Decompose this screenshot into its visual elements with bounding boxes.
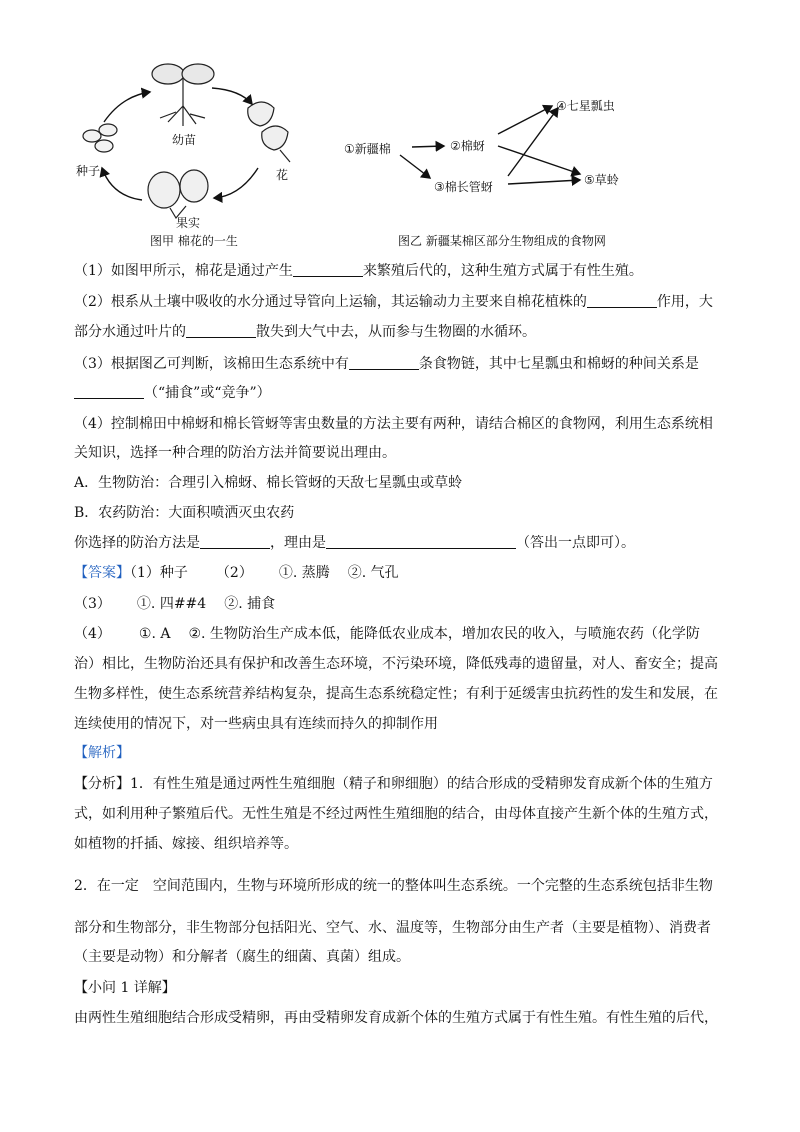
arrow-3-to-4: [508, 108, 558, 176]
question-4-line2: 关知识，选择一种合理的防治方法并简要说出理由。: [74, 445, 396, 461]
arrow-1-to-3: [400, 155, 430, 178]
blank-q2a: [587, 293, 657, 308]
label-fruit: 果实: [176, 216, 201, 230]
node-long-tube-aphid: ③棉长管蚜: [434, 180, 493, 194]
choice-line: 你选择的防治方法是 ，理由是 （答出一点即可）。: [74, 535, 635, 551]
answer-line3: （4） ①. A ②. 生物防治生产成本低，能降低农业成本，增加农民的收入，与喷施农药（化学防: [74, 626, 700, 642]
label-flower: 花: [276, 168, 289, 182]
question-2-line1: （2）根系从土壤中吸收的水分通过导管向上运输，其运输动力主要来自棉花植株的 作用，大: [74, 294, 713, 310]
arrow-seed-to-seedling: [104, 92, 150, 122]
question-2-line2: 部分水通过叶片的 散失到大气中去，从而参与生物圈的水循环。: [74, 324, 536, 340]
arrow-1-to-2: [412, 146, 444, 147]
blank-q1: [293, 262, 363, 277]
analysis-p6: （主要是动物）和分解者（腐生的细菌、真菌）组成。: [74, 949, 410, 965]
analysis-p1: 【分析】1．有性生殖是通过两性生殖细胞（精子和卵细胞）的结合形成的受精卵发育成新个体的生殖方: [74, 776, 713, 792]
label-seedling: 幼苗: [172, 133, 197, 147]
question-4-line1: （4）控制棉田中棉蚜和棉长管蚜等害虫数量的方法主要有两种，请结合棉区的食物网，利用生态系统相: [74, 416, 713, 432]
answer-line2: （3） ①. 四##4 ②. 捕食: [74, 596, 276, 612]
seedling-drawing: [152, 64, 214, 126]
question-3-line2: （“捕食”或“竞争”）: [74, 383, 271, 403]
blank-reason: [326, 534, 516, 549]
analysis-p5: 部分和生物部分，非生物部分包括阳光、空气、水、温度等，生物部分由生产者（主要是植物）、消费者: [74, 920, 711, 936]
figure-b-caption: 图乙 新疆某棉区部分生物组成的食物网: [398, 234, 606, 248]
node-ladybug: ④七星瓢虫: [556, 99, 615, 113]
answer-tag: 【答案】: [74, 565, 130, 581]
analysis-p3: 如植物的扦插、嫁接、组织培养等。: [74, 836, 298, 852]
option-b: B．农药防治：大面积喷洒灭虫农药: [74, 505, 295, 521]
analysis-p7: 由两性生殖细胞结合形成受精卵，再由受精卵发育成新个体的生殖方式属于有性生殖。有性生殖的后代，: [74, 1010, 718, 1026]
question-1: （1）如图甲所示，棉花是通过产生 来繁殖后代的，这种生殖方式属于有性生殖。: [74, 263, 643, 279]
arrow-2-to-5: [498, 146, 580, 174]
answer-line4: 治）相比，生物防治还具有保护和改善生态环境，不污染环境，降低残毒的遗留量，对人、畜安全；提高: [74, 656, 718, 672]
figure-area: [0, 0, 800, 255]
node-cotton-aphid: ②棉蚜: [450, 139, 485, 153]
answer-line6: 连续使用的情况下，对一些病虫具有连续而持久的抑制作用: [74, 716, 438, 732]
answer-line1: 【答案】（1）种子 （2） ①. 蒸腾 ②. 气孔: [74, 565, 399, 581]
option-a: A．生物防治：合理引入棉蚜、棉长管蚜的天敌七星瓢虫或草蛉: [74, 475, 463, 491]
label-seed: 种子: [76, 164, 101, 178]
analysis-p2: 式，如利用种子繁殖后代。无性生殖是不经过两性生殖细胞的结合，由母体直接产生新个体的生殖方式，: [74, 806, 718, 822]
analysis-p4: 2．在一定 空间范围内，生物与环境所形成的统一的整体叫生态系统。一个完整的生态系统包括非生物: [74, 878, 713, 894]
question-3-line1: （3）根据图乙可判断，该棉田生态系统中有 条食物链，其中七星瓢虫和棉蚜的种间关系是: [74, 356, 699, 372]
sub-question-1-heading: 【小问 1 详解】: [74, 980, 176, 996]
analysis-tag: 【解析】: [74, 745, 130, 761]
flower-drawing: [248, 102, 290, 162]
arrow-3-to-5: [508, 180, 580, 184]
blank-q3b: [74, 384, 144, 399]
answer-line5: 生物多样性，使生态系统营养结构复杂，提高生态系统稳定性；有利于延缓害虫抗药性的发生和发展，在: [74, 686, 718, 702]
arrow-fruit-to-seed: [102, 168, 142, 200]
arrow-flower-to-fruit: [214, 168, 258, 198]
figure-a-illustration: [0, 0, 800, 255]
node-lacewing: ⑤草蛉: [584, 173, 619, 187]
arrow-2-to-4: [498, 106, 552, 134]
arrow-seedling-to-flower: [212, 88, 252, 104]
blank-q2b: [186, 323, 256, 338]
blank-q3a: [349, 355, 419, 370]
figure-a-caption: 图甲 棉花的一生: [150, 234, 238, 248]
blank-method: [200, 534, 270, 549]
node-xinjiang-cotton: ①新疆棉: [344, 142, 391, 156]
seed-drawing: [83, 124, 117, 152]
fruit-drawing: [148, 170, 208, 218]
